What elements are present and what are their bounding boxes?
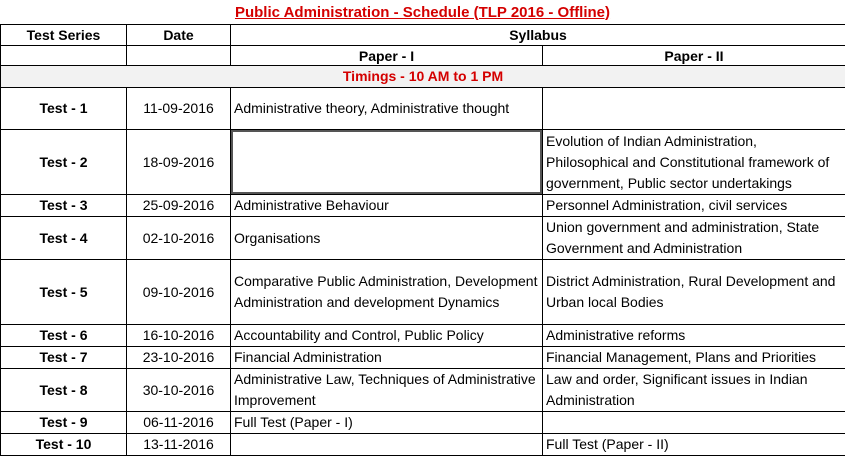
header-blank-2[interactable] (127, 46, 231, 66)
header-row-2 (1, 46, 845, 66)
header-date[interactable]: Date (127, 25, 231, 46)
date-cell[interactable]: 16-10-2016 (127, 325, 231, 347)
paper2-cell[interactable]: District Administration, Rural Development and Urban local Bodies (543, 260, 845, 325)
date-cell[interactable]: 06-11-2016 (127, 412, 231, 434)
sheet-title: Public Administration - Schedule (TLP 2016 - Offline) (0, 0, 845, 24)
paper1-cell[interactable]: Comparative Public Administration, Development Administration and development Dynamics (231, 260, 543, 325)
test-name-cell[interactable]: Test - 6 (1, 325, 127, 347)
paper2-cell[interactable]: Full Test (Paper - II) (543, 434, 845, 456)
header-test-series[interactable]: Test Series (1, 25, 127, 46)
paper1-cell[interactable]: Organisations (231, 217, 543, 260)
paper2-cell[interactable]: Law and order, Significant issues in Indian Administration (543, 369, 845, 412)
paper2-cell[interactable]: Union government and administration, State Government and Administration (543, 217, 845, 260)
table-row (1, 434, 845, 456)
date-cell[interactable]: 11-09-2016 (127, 88, 231, 130)
paper2-cell[interactable] (543, 88, 845, 130)
table-row (1, 260, 845, 325)
test-name-cell[interactable]: Test - 7 (1, 347, 127, 369)
table-row (1, 369, 845, 412)
header-blank-1[interactable] (1, 46, 127, 66)
date-cell[interactable]: 13-11-2016 (127, 434, 231, 456)
test-name-cell[interactable]: Test - 2 (1, 130, 127, 195)
test-name-cell[interactable]: Test - 3 (1, 195, 127, 217)
paper2-cell[interactable]: Financial Management, Plans and Priorities (543, 347, 845, 369)
date-cell[interactable]: 18-09-2016 (127, 130, 231, 195)
header-row-1 (1, 25, 845, 46)
test-name-cell[interactable]: Test - 8 (1, 369, 127, 412)
header-paper-2[interactable]: Paper - II (543, 46, 845, 66)
paper1-cell[interactable] (231, 434, 543, 456)
test-name-cell[interactable]: Test - 5 (1, 260, 127, 325)
paper2-cell[interactable] (543, 412, 845, 434)
paper2-cell[interactable]: Administrative reforms (543, 325, 845, 347)
table-row (1, 130, 845, 195)
date-cell[interactable]: 30-10-2016 (127, 369, 231, 412)
header-syllabus[interactable]: Syllabus (231, 25, 845, 46)
paper1-cell[interactable]: Administrative Law, Techniques of Administrative Improvement (231, 369, 543, 412)
timings-row (1, 66, 845, 88)
test-name-cell[interactable]: Test - 1 (1, 88, 127, 130)
date-cell[interactable]: 23-10-2016 (127, 347, 231, 369)
date-cell[interactable]: 25-09-2016 (127, 195, 231, 217)
paper1-cell[interactable]: Accountability and Control, Public Policy (231, 325, 543, 347)
date-cell[interactable]: 02-10-2016 (127, 217, 231, 260)
date-cell[interactable]: 09-10-2016 (127, 260, 231, 325)
paper1-cell[interactable]: Administrative theory, Administrative thought (231, 88, 543, 130)
header-paper-1[interactable]: Paper - I (231, 46, 543, 66)
paper2-cell[interactable]: Evolution of Indian Administration, Philosophical and Constitutional framework of government, Public sector undertakings (543, 130, 845, 195)
paper1-cell[interactable]: Full Test (Paper - I) (231, 412, 543, 434)
paper1-cell[interactable]: Financial Administration (231, 347, 543, 369)
schedule-table (0, 24, 845, 456)
table-row (1, 88, 845, 130)
test-name-cell[interactable]: Test - 4 (1, 217, 127, 260)
table-row (1, 347, 845, 369)
timings-cell[interactable]: Timings - 10 AM to 1 PM (1, 66, 845, 88)
paper1-cell[interactable]: Administrative Behaviour (231, 195, 543, 217)
table-row (1, 325, 845, 347)
paper1-cell-selected[interactable] (231, 130, 543, 195)
test-name-cell[interactable]: Test - 9 (1, 412, 127, 434)
table-row (1, 412, 845, 434)
paper2-cell[interactable]: Personnel Administration, civil services (543, 195, 845, 217)
table-row (1, 195, 845, 217)
table-row (1, 217, 845, 260)
test-name-cell[interactable]: Test - 10 (1, 434, 127, 456)
